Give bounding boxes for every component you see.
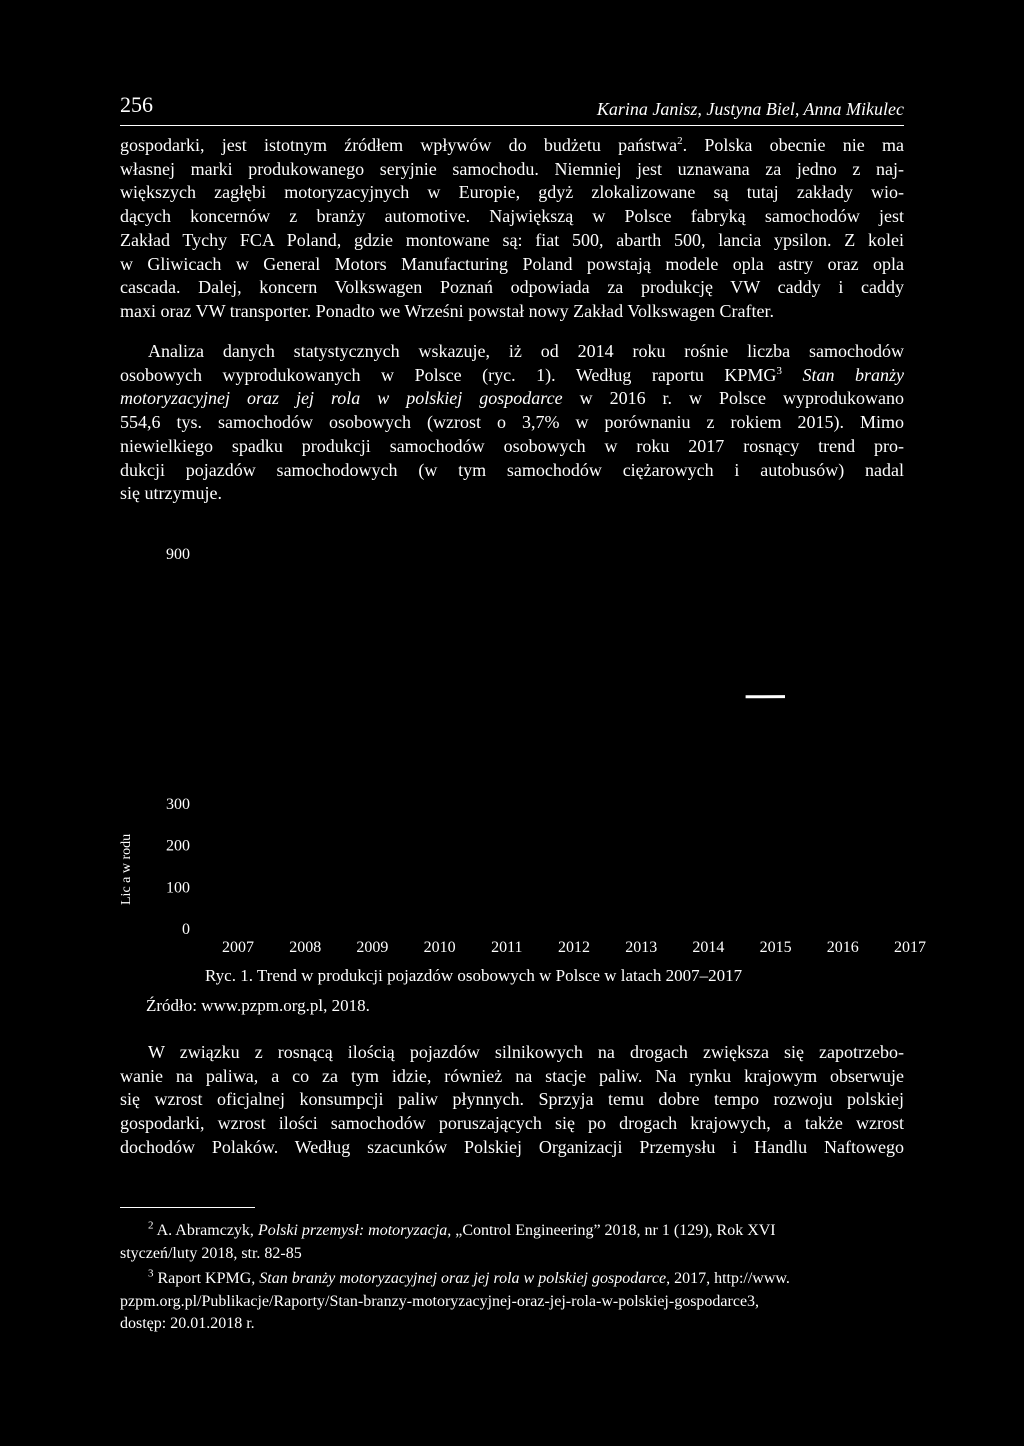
text-line: maxi oraz VW transporter. Ponadto we Wrześni powstał nowy Zakład Volkswagen Crafter. bbox=[120, 300, 774, 321]
footnote-ref-3: 3 bbox=[776, 364, 782, 377]
text-line: W związku z rosnącą ilością pojazdów silnikowych na drogach zwiększa się zapotrzebo- bbox=[148, 1042, 904, 1062]
y-tick-label: 0 bbox=[182, 921, 190, 938]
x-tick-label: 2011 bbox=[491, 939, 523, 956]
footnote-number: 2 bbox=[148, 1219, 154, 1232]
x-tick-label: 2013 bbox=[625, 939, 658, 956]
x-tick-label: 2010 bbox=[423, 939, 456, 956]
y-tick-label: 200 bbox=[166, 837, 190, 855]
text-line: osobowych wyprodukowanych w Polsce (ryc. 1). Według raportu KPMG$^3$ Stan branży bbox=[120, 364, 905, 385]
x-tick-label: 2008 bbox=[289, 939, 322, 956]
running-head-authors: Karina Janisz, Justyna Biel, Anna Mikulec bbox=[596, 99, 904, 119]
text-line: niewielkiego spadku produkcji samochodów osobowych w roku 2017 rosnący trend pro- bbox=[120, 435, 904, 456]
text-line: cascada. Dalej, koncern Volkswagen Poznań odpowiada za produkcję VW caddy i caddy bbox=[120, 277, 904, 298]
text-line: w Gliwicach w General Motors Manufacturing Poland powstają modele opla astry oraz opla bbox=[120, 253, 904, 274]
text-line: własnej marki produkowanego seryjnie samochodu. Niemniej jest uznawana za jedno z naj- bbox=[120, 158, 904, 179]
text-line: dukcji pojazdów samochodowych (w tym samochodów ciężarowych i autobusów) nadal bbox=[120, 459, 904, 480]
y-axis-label: Lic a w rodu bbox=[119, 833, 134, 905]
text-line: wanie na paliwa, a co za tym idzie, również na stacje paliw. Na rynku krajowym obserwuje bbox=[120, 1065, 904, 1086]
x-tick-label: 2009 bbox=[356, 939, 389, 956]
footnote-ref-2: 2 bbox=[677, 135, 683, 147]
text-line: Zakład Tychy FCA Poland, gdzie montowane są: fiat 500, abarth 500, lancia ypsilon. Z kolei bbox=[120, 229, 904, 250]
footnote-rule bbox=[120, 1207, 255, 1208]
text-line: motoryzacyjnej oraz jej rola w polskiej gospodarce w 2016 r. w Polsce wyprodukowano bbox=[120, 388, 905, 409]
page-number: 256 bbox=[120, 92, 153, 117]
text-line: 554,6 tys. samochodów osobowych (wzrost o 3,7% w porównaniu z rokiem 2015). Mimo bbox=[120, 412, 904, 433]
x-tick-label: 2007 bbox=[222, 939, 254, 956]
text-line: gospodarki, wzrost ilości samochodów poruszających się po drogach krajowych, a także wzrost bbox=[120, 1113, 904, 1134]
text-line: Analiza danych statystycznych wskazuje, iż od 2014 roku rośnie liczba samochodów bbox=[148, 341, 904, 361]
y-tick-label: 100 bbox=[166, 879, 190, 897]
text-line: się utrzymuje. bbox=[120, 483, 222, 504]
footnote-number: 3 bbox=[148, 1267, 154, 1280]
y-tick-label: 900 bbox=[166, 546, 190, 563]
report-title: Stan branży bbox=[802, 364, 905, 385]
x-tick-label: 2014 bbox=[692, 939, 725, 956]
footnote-3: $^3$ Raport KPMG, Stan branży motoryzacyjnej oraz jej rola w polskiej gospodarce, 2017, http://www. pzpm.org.pl/Publikacje/Raporty/Stan-branzy-motoryzacyjnej-oraz-jej-rola-w-polskiej-gospodarce3, dostęp: 20.01.2018 r. bbox=[120, 1267, 790, 1332]
y-tick-label: 300 bbox=[166, 796, 190, 813]
figure-caption: Ryc. 1. Trend w produkcji pojazdów osobowych w Polsce w latach 2007–2017 bbox=[205, 966, 743, 985]
paragraph-3 bbox=[120, 1041, 904, 1160]
x-tick-label: 2012 bbox=[558, 939, 590, 956]
x-tick-label: 2017 bbox=[894, 939, 926, 956]
x-tick-label: 2016 bbox=[826, 939, 859, 956]
x-tick-label: 2015 bbox=[759, 939, 792, 956]
text-line: się wzrost oficjalnej konsumpcji paliw płynnych. Sprzyja temu dobre tempo rozwoju polskiej bbox=[120, 1089, 904, 1110]
text-line: większych zagłębi motoryzacyjnych w Europie, gdyż zlokalizowane są tutaj zakłady wio- bbox=[120, 182, 904, 203]
text-line: gospodarki, jest istotnym źródłem wpływów do budżetu państwa$^2$. Polska obecnie nie ma bbox=[120, 135, 904, 155]
figure-source: Źródło: www.pzpm.org.pl, 2018. bbox=[146, 996, 370, 1015]
text-line: dochodów Polaków. Według szacunków Polskiej Organizacji Przemysłu i Handlu Naftowego bbox=[120, 1136, 904, 1157]
footnote-2: $^2$ A. Abramczyk, Polski przemysł: motoryzacja, „Control Engineering” 2018, nr 1 (129), Rok XVI styczeń/luty 2018, str. 82-85 bbox=[120, 1219, 776, 1262]
text-line: dących koncernów z branży automotive. Największą w Polsce fabryką samochodów jest bbox=[120, 206, 904, 227]
report-title: motoryzacyjnej oraz jej rola w polskiej gospodarce bbox=[120, 388, 563, 409]
